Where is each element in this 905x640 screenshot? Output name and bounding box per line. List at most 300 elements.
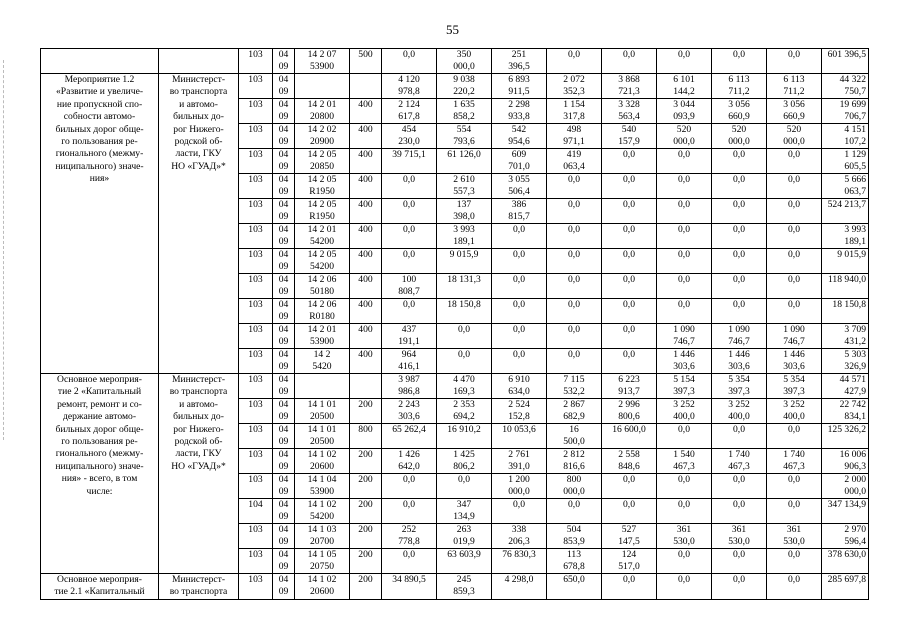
- pr-cell: [295, 74, 350, 99]
- y2017-cell: 0,0: [602, 274, 657, 299]
- y2021-cell: 19 699 706,7: [822, 99, 869, 124]
- y2021-cell: 44 322 750,7: [822, 74, 869, 99]
- y2020-cell: 1 446 303,6: [767, 349, 822, 374]
- grbs-cell: 103: [239, 424, 273, 449]
- y2021-cell: 378 630,0: [822, 549, 869, 574]
- grbs-cell: 103: [239, 174, 273, 199]
- pr-cell: 14 1 01 20500: [295, 424, 350, 449]
- y2016-cell: 1 154 317,8: [547, 99, 602, 124]
- y2014-cell: 0,0: [437, 324, 492, 349]
- csr-cell: 400: [350, 174, 382, 199]
- y2020-cell: 0,0: [767, 549, 822, 574]
- grbs-cell: 103: [239, 49, 273, 74]
- pr-cell: 14 1 04 53900: [295, 474, 350, 499]
- y2014-cell: 9 038 220,2: [437, 74, 492, 99]
- y2015-cell: 542 954,6: [492, 124, 547, 149]
- grbs-cell: 103: [239, 274, 273, 299]
- y2014-cell: 18 150,8: [437, 299, 492, 324]
- grbs-cell: 104: [239, 499, 273, 524]
- pr-cell: 14 1 02 54200: [295, 499, 350, 524]
- y2015-cell: 0,0: [492, 274, 547, 299]
- y2016-cell: 0,0: [547, 224, 602, 249]
- y2015-cell: 2 524 152,8: [492, 399, 547, 424]
- y2019-cell: 6 113 711,2: [712, 74, 767, 99]
- y2019-cell: 0,0: [712, 574, 767, 600]
- y2018-cell: 0,0: [657, 249, 712, 274]
- y2018-cell: 1 446 303,6: [657, 349, 712, 374]
- y2015-cell: 386 815,7: [492, 199, 547, 224]
- rz-cell: 04 09: [273, 524, 295, 549]
- y2020-cell: 3 252 400,0: [767, 399, 822, 424]
- y2016-cell: 0,0: [547, 349, 602, 374]
- y2014-cell: 1 635 858,2: [437, 99, 492, 124]
- y2020-cell: 0,0: [767, 299, 822, 324]
- y2021-cell: 285 697,8: [822, 574, 869, 600]
- csr-cell: 400: [350, 124, 382, 149]
- y2017-cell: 0,0: [602, 324, 657, 349]
- rz-cell: 04 09: [273, 349, 295, 374]
- page-number: 55: [446, 22, 459, 37]
- y2016-cell: 0,0: [547, 174, 602, 199]
- vr-cell: 2 124 617,8: [382, 99, 437, 124]
- y2019-cell: 0,0: [712, 499, 767, 524]
- y2017-cell: 0,0: [602, 149, 657, 174]
- y2018-cell: 0,0: [657, 199, 712, 224]
- y2018-cell: 0,0: [657, 549, 712, 574]
- y2018-cell: 3 044 093,9: [657, 99, 712, 124]
- pr-cell: 14 2 01 53900: [295, 324, 350, 349]
- y2021-cell: 22 742 834,1: [822, 399, 869, 424]
- rz-cell: 04 09: [273, 449, 295, 474]
- y2020-cell: 0,0: [767, 474, 822, 499]
- grbs-cell: 103: [239, 374, 273, 399]
- y2016-cell: 419 063,4: [547, 149, 602, 174]
- y2018-cell: 0,0: [657, 574, 712, 600]
- vr-cell: 964 416,1: [382, 349, 437, 374]
- y2021-cell: 125 326,2: [822, 424, 869, 449]
- pr-cell: 14 2 02 20900: [295, 124, 350, 149]
- table-body: [41, 49, 869, 600]
- y2019-cell: 3 252 400,0: [712, 399, 767, 424]
- y2018-cell: 520 000,0: [657, 124, 712, 149]
- y2015-cell: 0,0: [492, 299, 547, 324]
- pr-cell: 14 1 02 20600: [295, 449, 350, 474]
- csr-cell: 400: [350, 324, 382, 349]
- pr-cell: 14 2 05 R1950: [295, 174, 350, 199]
- vr-cell: 437 191,1: [382, 324, 437, 349]
- y2015-cell: 2 761 391,0: [492, 449, 547, 474]
- y2016-cell: 0,0: [547, 274, 602, 299]
- y2017-cell: 124 517,0: [602, 549, 657, 574]
- y2017-cell: 0,0: [602, 224, 657, 249]
- y2021-cell: 2 000 000,0: [822, 474, 869, 499]
- y2021-cell: 16 006 906,3: [822, 449, 869, 474]
- y2014-cell: 350 000,0: [437, 49, 492, 74]
- y2021-cell: 347 134,9: [822, 499, 869, 524]
- y2014-cell: 245 859,3: [437, 574, 492, 600]
- y2018-cell: 0,0: [657, 474, 712, 499]
- y2017-cell: 6 223 913,7: [602, 374, 657, 399]
- vr-cell: 2 243 303,6: [382, 399, 437, 424]
- csr-cell: 400: [350, 274, 382, 299]
- y2020-cell: 3 056 660,9: [767, 99, 822, 124]
- y2014-cell: 2 353 694,2: [437, 399, 492, 424]
- rz-cell: 04 09: [273, 99, 295, 124]
- grbs-cell: 103: [239, 449, 273, 474]
- y2020-cell: 361 530,0: [767, 524, 822, 549]
- csr-cell: 500: [350, 49, 382, 74]
- vr-cell: 100 808,7: [382, 274, 437, 299]
- grbs-cell: 103: [239, 99, 273, 124]
- vr-cell: 1 426 642,0: [382, 449, 437, 474]
- program-name-cell: Основное мероприя- тие 2 «Капитальный ремонт, ремонт и со- держание автомо- бильных дорог обще- го пользования ре- гионального (межму- ниципального) значе- ния» - всего, в том числе:: [41, 374, 159, 574]
- rz-cell: 04 09: [273, 499, 295, 524]
- grbs-cell: 103: [239, 149, 273, 174]
- y2021-cell: 18 150,8: [822, 299, 869, 324]
- y2018-cell: 0,0: [657, 499, 712, 524]
- y2015-cell: 1 200 000,0: [492, 474, 547, 499]
- y2018-cell: 361 530,0: [657, 524, 712, 549]
- program-name-cell: Основное мероприя- тие 2.1 «Капитальный: [41, 574, 159, 600]
- pr-cell: 14 1 05 20750: [295, 549, 350, 574]
- y2018-cell: 3 252 400,0: [657, 399, 712, 424]
- y2020-cell: 0,0: [767, 174, 822, 199]
- y2019-cell: 1 740 467,3: [712, 449, 767, 474]
- y2016-cell: 0,0: [547, 199, 602, 224]
- y2015-cell: 3 055 506,4: [492, 174, 547, 199]
- y2014-cell: 61 126,0: [437, 149, 492, 174]
- csr-cell: [350, 74, 382, 99]
- pr-cell: 14 2 05 R1950: [295, 199, 350, 224]
- vr-cell: 0,0: [382, 299, 437, 324]
- y2018-cell: 0,0: [657, 49, 712, 74]
- pr-cell: 14 2 06 50180: [295, 274, 350, 299]
- y2014-cell: 0,0: [437, 349, 492, 374]
- y2021-cell: 3 709 431,2: [822, 324, 869, 349]
- y2015-cell: 6 893 911,5: [492, 74, 547, 99]
- pr-cell: 14 1 03 20700: [295, 524, 350, 549]
- grbs-cell: 103: [239, 199, 273, 224]
- y2016-cell: 0,0: [547, 499, 602, 524]
- grbs-cell: 103: [239, 474, 273, 499]
- y2014-cell: 263 019,9: [437, 524, 492, 549]
- y2016-cell: 2 867 682,9: [547, 399, 602, 424]
- vr-cell: 0,0: [382, 549, 437, 574]
- csr-cell: 200: [350, 574, 382, 600]
- y2017-cell: 540 157,9: [602, 124, 657, 149]
- executor-cell: Министерст- во транспорта и автомо- бильных до- рог Нижего- родской об- ласти, ГКУ НО «ГУАД»*: [159, 374, 239, 574]
- y2021-cell: 524 213,7: [822, 199, 869, 224]
- y2019-cell: 3 056 660,9: [712, 99, 767, 124]
- y2021-cell: 118 940,0: [822, 274, 869, 299]
- y2017-cell: 0,0: [602, 474, 657, 499]
- y2016-cell: 800 000,0: [547, 474, 602, 499]
- y2021-cell: 1 129 605,5: [822, 149, 869, 174]
- y2019-cell: 0,0: [712, 199, 767, 224]
- budget-table: [40, 48, 869, 600]
- y2020-cell: 6 113 711,2: [767, 74, 822, 99]
- y2016-cell: 0,0: [547, 299, 602, 324]
- y2016-cell: 2 072 352,3: [547, 74, 602, 99]
- y2015-cell: 609 701,0: [492, 149, 547, 174]
- pr-cell: 14 1 01 20500: [295, 399, 350, 424]
- y2017-cell: 0,0: [602, 199, 657, 224]
- vr-cell: 3 987 986,8: [382, 374, 437, 399]
- y2014-cell: 137 398,0: [437, 199, 492, 224]
- pr-cell: 14 2 06 R0180: [295, 299, 350, 324]
- csr-cell: 200: [350, 499, 382, 524]
- y2014-cell: 554 793,6: [437, 124, 492, 149]
- vr-cell: 0,0: [382, 224, 437, 249]
- executor-cell: [159, 49, 239, 74]
- vr-cell: 4 120 978,8: [382, 74, 437, 99]
- executor-cell: Министерст- во транспорта: [159, 574, 239, 600]
- y2021-cell: 44 571 427,9: [822, 374, 869, 399]
- y2019-cell: 361 530,0: [712, 524, 767, 549]
- grbs-cell: 103: [239, 224, 273, 249]
- y2014-cell: 18 131,3: [437, 274, 492, 299]
- y2020-cell: 0,0: [767, 199, 822, 224]
- y2021-cell: 2 970 596,4: [822, 524, 869, 549]
- vr-cell: 0,0: [382, 249, 437, 274]
- y2016-cell: 650,0: [547, 574, 602, 600]
- y2017-cell: 0,0: [602, 49, 657, 74]
- scan-edge-marks: [3, 60, 6, 440]
- rz-cell: 04 09: [273, 174, 295, 199]
- y2018-cell: 0,0: [657, 274, 712, 299]
- y2014-cell: 347 134,9: [437, 499, 492, 524]
- rz-cell: 04 09: [273, 299, 295, 324]
- y2018-cell: 1 540 467,3: [657, 449, 712, 474]
- pr-cell: 14 2 5420: [295, 349, 350, 374]
- rz-cell: 04 09: [273, 249, 295, 274]
- grbs-cell: 103: [239, 324, 273, 349]
- csr-cell: 200: [350, 399, 382, 424]
- pr-cell: 14 2 01 20800: [295, 99, 350, 124]
- y2015-cell: 0,0: [492, 224, 547, 249]
- rz-cell: 04 09: [273, 424, 295, 449]
- y2015-cell: 251 396,5: [492, 49, 547, 74]
- y2016-cell: 16 500,0: [547, 424, 602, 449]
- rz-cell: 04 09: [273, 274, 295, 299]
- y2017-cell: 3 868 721,3: [602, 74, 657, 99]
- y2018-cell: 6 101 144,2: [657, 74, 712, 99]
- rz-cell: 04 09: [273, 199, 295, 224]
- y2020-cell: 0,0: [767, 249, 822, 274]
- y2015-cell: 76 830,3: [492, 549, 547, 574]
- y2016-cell: 0,0: [547, 324, 602, 349]
- rz-cell: 04 09: [273, 374, 295, 399]
- rz-cell: 04 09: [273, 224, 295, 249]
- y2014-cell: 16 910,2: [437, 424, 492, 449]
- y2016-cell: 2 812 816,6: [547, 449, 602, 474]
- rz-cell: 04 09: [273, 324, 295, 349]
- grbs-cell: 103: [239, 249, 273, 274]
- y2014-cell: 0,0: [437, 474, 492, 499]
- y2017-cell: 0,0: [602, 349, 657, 374]
- pr-cell: 14 2 05 20850: [295, 149, 350, 174]
- y2015-cell: 338 206,3: [492, 524, 547, 549]
- rz-cell: 04 09: [273, 399, 295, 424]
- y2016-cell: 498 971,1: [547, 124, 602, 149]
- rz-cell: 04 09: [273, 74, 295, 99]
- table-row: [41, 574, 869, 600]
- csr-cell: 200: [350, 524, 382, 549]
- rz-cell: 04 09: [273, 574, 295, 600]
- csr-cell: 400: [350, 299, 382, 324]
- pr-cell: [295, 374, 350, 399]
- rz-cell: 04 09: [273, 474, 295, 499]
- grbs-cell: 103: [239, 549, 273, 574]
- rz-cell: 04 09: [273, 549, 295, 574]
- vr-cell: 0,0: [382, 474, 437, 499]
- y2017-cell: 527 147,5: [602, 524, 657, 549]
- grbs-cell: 103: [239, 349, 273, 374]
- y2018-cell: 0,0: [657, 299, 712, 324]
- y2019-cell: 1 446 303,6: [712, 349, 767, 374]
- y2019-cell: 0,0: [712, 174, 767, 199]
- y2015-cell: 4 298,0: [492, 574, 547, 600]
- csr-cell: 400: [350, 149, 382, 174]
- y2015-cell: 0,0: [492, 324, 547, 349]
- vr-cell: 34 890,5: [382, 574, 437, 600]
- y2019-cell: 0,0: [712, 424, 767, 449]
- y2021-cell: 4 151 107,2: [822, 124, 869, 149]
- y2016-cell: 0,0: [547, 49, 602, 74]
- y2017-cell: 3 328 563,4: [602, 99, 657, 124]
- y2019-cell: 520 000,0: [712, 124, 767, 149]
- y2018-cell: 0,0: [657, 149, 712, 174]
- y2018-cell: 0,0: [657, 224, 712, 249]
- grbs-cell: 103: [239, 299, 273, 324]
- y2020-cell: 0,0: [767, 49, 822, 74]
- csr-cell: 200: [350, 549, 382, 574]
- y2015-cell: 10 053,6: [492, 424, 547, 449]
- y2015-cell: 2 298 933,8: [492, 99, 547, 124]
- vr-cell: 0,0: [382, 199, 437, 224]
- y2017-cell: 0,0: [602, 574, 657, 600]
- vr-cell: 0,0: [382, 49, 437, 74]
- y2017-cell: 0,0: [602, 299, 657, 324]
- y2014-cell: 2 610 557,3: [437, 174, 492, 199]
- rz-cell: 04 09: [273, 124, 295, 149]
- executor-cell: Министерст- во транспорта и автомо- бильных до- рог Нижего- родской об- ласти, ГКУ НО «ГУАД»*: [159, 74, 239, 374]
- csr-cell: 400: [350, 349, 382, 374]
- y2019-cell: 0,0: [712, 299, 767, 324]
- y2019-cell: 0,0: [712, 249, 767, 274]
- y2016-cell: 113 678,8: [547, 549, 602, 574]
- y2016-cell: 7 115 532,2: [547, 374, 602, 399]
- y2015-cell: 0,0: [492, 249, 547, 274]
- pr-cell: 14 1 02 20600: [295, 574, 350, 600]
- y2017-cell: 2 996 800,6: [602, 399, 657, 424]
- rz-cell: 04 09: [273, 49, 295, 74]
- grbs-cell: 103: [239, 399, 273, 424]
- grbs-cell: 103: [239, 574, 273, 600]
- y2016-cell: 0,0: [547, 249, 602, 274]
- csr-cell: 200: [350, 474, 382, 499]
- rz-cell: 04 09: [273, 149, 295, 174]
- y2020-cell: 0,0: [767, 274, 822, 299]
- program-name-cell: [41, 49, 159, 74]
- y2019-cell: 5 354 397,3: [712, 374, 767, 399]
- y2019-cell: 0,0: [712, 49, 767, 74]
- pr-cell: 14 2 01 54200: [295, 224, 350, 249]
- y2014-cell: 4 470 169,3: [437, 374, 492, 399]
- grbs-cell: 103: [239, 74, 273, 99]
- csr-cell: 400: [350, 99, 382, 124]
- y2015-cell: 0,0: [492, 499, 547, 524]
- csr-cell: 200: [350, 449, 382, 474]
- y2017-cell: 0,0: [602, 249, 657, 274]
- y2019-cell: 0,0: [712, 274, 767, 299]
- y2020-cell: 0,0: [767, 424, 822, 449]
- y2015-cell: 6 910 634,0: [492, 374, 547, 399]
- y2018-cell: 0,0: [657, 174, 712, 199]
- y2021-cell: 9 015,9: [822, 249, 869, 274]
- y2020-cell: 5 354 397,3: [767, 374, 822, 399]
- grbs-cell: 103: [239, 524, 273, 549]
- y2019-cell: 0,0: [712, 149, 767, 174]
- csr-cell: 400: [350, 199, 382, 224]
- y2020-cell: 0,0: [767, 499, 822, 524]
- y2017-cell: 2 558 848,6: [602, 449, 657, 474]
- vr-cell: 252 778,8: [382, 524, 437, 549]
- y2014-cell: 3 993 189,1: [437, 224, 492, 249]
- y2016-cell: 504 853,9: [547, 524, 602, 549]
- table-row: [41, 74, 869, 99]
- csr-cell: 400: [350, 249, 382, 274]
- pr-cell: 14 2 05 54200: [295, 249, 350, 274]
- y2017-cell: 16 600,0: [602, 424, 657, 449]
- table-row: [41, 49, 869, 74]
- pr-cell: 14 2 07 53900: [295, 49, 350, 74]
- y2018-cell: 1 090 746,7: [657, 324, 712, 349]
- y2020-cell: 520 000,0: [767, 124, 822, 149]
- program-name-cell: Мероприятие 1.2 «Развитие и увеличе- ние пропускной спо- собности автомо- бильных дорог обще- го пользования ре- гионального (межму- ниципального) значе- ния»: [41, 74, 159, 374]
- y2015-cell: 0,0: [492, 349, 547, 374]
- vr-cell: 454 230,0: [382, 124, 437, 149]
- csr-cell: 400: [350, 224, 382, 249]
- csr-cell: [350, 374, 382, 399]
- y2018-cell: 0,0: [657, 424, 712, 449]
- y2019-cell: 0,0: [712, 549, 767, 574]
- y2019-cell: 0,0: [712, 224, 767, 249]
- csr-cell: 800: [350, 424, 382, 449]
- y2020-cell: 0,0: [767, 224, 822, 249]
- y2017-cell: 0,0: [602, 499, 657, 524]
- y2020-cell: 1 090 746,7: [767, 324, 822, 349]
- vr-cell: 39 715,1: [382, 149, 437, 174]
- y2014-cell: 1 425 806,2: [437, 449, 492, 474]
- y2020-cell: 0,0: [767, 149, 822, 174]
- y2014-cell: 63 603,9: [437, 549, 492, 574]
- table-row: [41, 374, 869, 399]
- y2021-cell: 5 303 326,9: [822, 349, 869, 374]
- y2021-cell: 601 396,5: [822, 49, 869, 74]
- y2019-cell: 1 090 746,7: [712, 324, 767, 349]
- vr-cell: 0,0: [382, 499, 437, 524]
- y2020-cell: 1 740 467,3: [767, 449, 822, 474]
- y2021-cell: 3 993 189,1: [822, 224, 869, 249]
- y2021-cell: 5 666 063,7: [822, 174, 869, 199]
- y2017-cell: 0,0: [602, 174, 657, 199]
- grbs-cell: 103: [239, 124, 273, 149]
- y2014-cell: 9 015,9: [437, 249, 492, 274]
- vr-cell: 65 262,4: [382, 424, 437, 449]
- y2018-cell: 5 154 397,3: [657, 374, 712, 399]
- y2019-cell: 0,0: [712, 474, 767, 499]
